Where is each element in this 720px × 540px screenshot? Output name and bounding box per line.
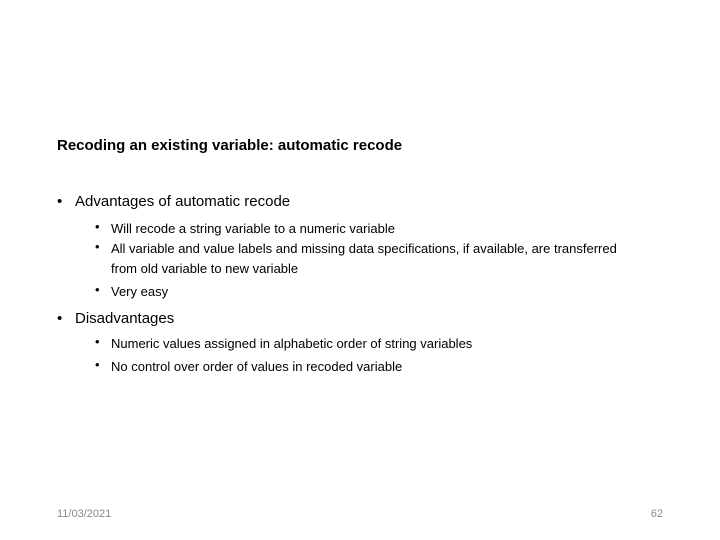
section-label: Advantages of automatic recode (75, 193, 291, 210)
disadvantages-section (0, 310, 720, 332)
advantages-list (0, 239, 720, 279)
bullet-icon: • (95, 219, 100, 234)
bullet-icon: • (57, 310, 63, 327)
bullet-icon: • (95, 239, 100, 254)
advantages-list (0, 282, 720, 302)
bullet-icon: • (57, 193, 63, 210)
list-item (0, 282, 720, 302)
disadvantages-list (0, 357, 720, 377)
list-item-text: Very easy (111, 284, 169, 299)
list-item-text: No control over order of values in recoded variable (111, 359, 403, 374)
list-item-text: All variable and value labels and missing data specifications, if available, are transferred from old variable to new variable (111, 241, 617, 276)
disadvantages-list (0, 334, 720, 354)
bullet-icon: • (95, 357, 100, 372)
slide-title: Recoding an existing variable: automatic recode (57, 137, 403, 154)
footer-date: 11/03/2021 (57, 508, 112, 520)
list-item (0, 357, 720, 377)
bullet-icon: • (95, 282, 100, 297)
disadvantages-heading (0, 310, 720, 332)
advantages-list (0, 219, 720, 239)
list-item-text: Numeric values assigned in alphabetic order of string variables (111, 336, 473, 351)
list-item (0, 334, 720, 354)
advantages-section (0, 193, 720, 215)
page-number: 62 (650, 508, 663, 520)
bullet-icon: • (95, 334, 100, 349)
advantages-heading (0, 193, 720, 215)
section-label: Disadvantages (75, 310, 175, 327)
list-item-text: Will recode a string variable to a numeric variable (111, 221, 395, 236)
list-item (0, 239, 720, 279)
list-item (0, 219, 720, 239)
